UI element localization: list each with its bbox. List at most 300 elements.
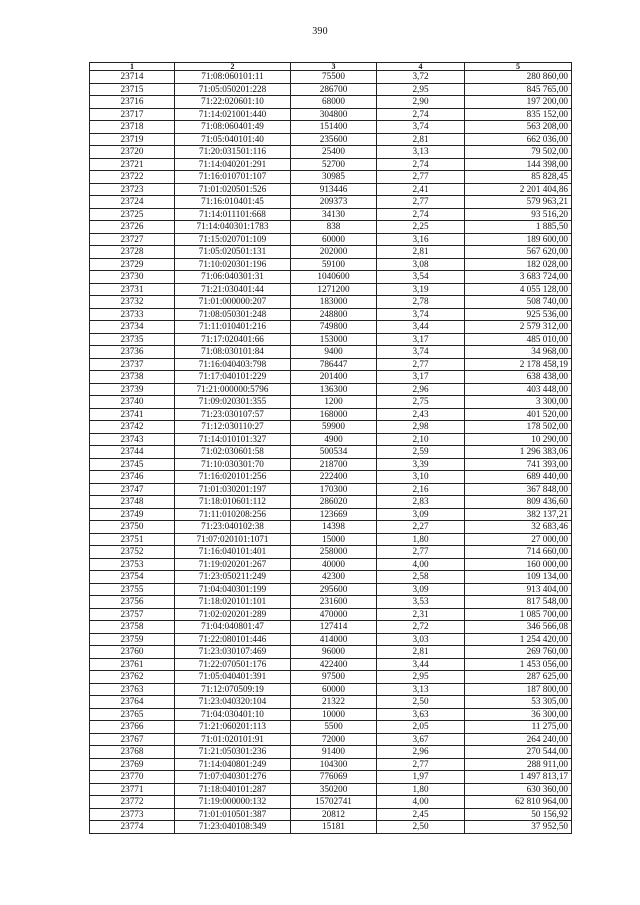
rate-cell: 2,77 xyxy=(377,196,465,209)
cadastral-number-cell: 71:12:070509:19 xyxy=(175,683,291,696)
cadastral-number-cell: 71:22:020601:10 xyxy=(175,96,291,109)
value-cell: 809 436,60 xyxy=(465,496,572,509)
area-cell: 59100 xyxy=(291,258,377,271)
row-number-cell: 23720 xyxy=(90,146,175,159)
row-number-cell: 23737 xyxy=(90,358,175,371)
rate-cell: 3,10 xyxy=(377,471,465,484)
table-row xyxy=(90,208,572,221)
area-cell: 15000 xyxy=(291,533,377,546)
rate-cell: 3,74 xyxy=(377,346,465,359)
row-number-cell: 23736 xyxy=(90,346,175,359)
cadastral-number-cell: 71:08:060401:49 xyxy=(175,121,291,134)
value-cell: 382 137,21 xyxy=(465,508,572,521)
area-cell: 786447 xyxy=(291,358,377,371)
rate-cell: 2,41 xyxy=(377,183,465,196)
row-number-cell: 23766 xyxy=(90,721,175,734)
row-number-cell: 23765 xyxy=(90,708,175,721)
area-cell: 14398 xyxy=(291,521,377,534)
rate-cell: 2,95 xyxy=(377,671,465,684)
value-cell: 36 300,00 xyxy=(465,708,572,721)
rate-cell: 3,13 xyxy=(377,146,465,159)
row-number-cell: 23733 xyxy=(90,308,175,321)
row-number-cell: 23723 xyxy=(90,183,175,196)
row-number-cell: 23769 xyxy=(90,758,175,771)
row-number-cell: 23729 xyxy=(90,258,175,271)
rate-cell: 2,25 xyxy=(377,221,465,234)
area-cell: 201400 xyxy=(291,371,377,384)
area-cell: 248800 xyxy=(291,308,377,321)
table-row xyxy=(90,283,572,296)
table-header-row xyxy=(90,63,572,71)
row-number-cell: 23730 xyxy=(90,271,175,284)
row-number-cell: 23740 xyxy=(90,396,175,409)
row-number-cell: 23719 xyxy=(90,133,175,146)
row-number-cell: 23755 xyxy=(90,583,175,596)
cadastral-number-cell: 71:07:040301:276 xyxy=(175,771,291,784)
table-row xyxy=(90,646,572,659)
value-cell: 741 393,00 xyxy=(465,458,572,471)
cadastral-number-cell: 71:10:020301:196 xyxy=(175,258,291,271)
value-cell: 109 134,00 xyxy=(465,571,572,584)
area-cell: 72000 xyxy=(291,733,377,746)
value-cell: 189 600,00 xyxy=(465,233,572,246)
cadastral-number-cell: 71:23:040320:104 xyxy=(175,696,291,709)
rate-cell: 3,63 xyxy=(377,708,465,721)
rate-cell: 2,31 xyxy=(377,608,465,621)
value-cell: 401 520,00 xyxy=(465,408,572,421)
table-row xyxy=(90,483,572,496)
table-row xyxy=(90,733,572,746)
rate-cell: 4,00 xyxy=(377,796,465,809)
value-cell: 280 860,00 xyxy=(465,71,572,84)
row-number-cell: 23726 xyxy=(90,221,175,234)
area-cell: 59900 xyxy=(291,421,377,434)
cadastral-number-cell: 71:02:020201:289 xyxy=(175,608,291,621)
table-row xyxy=(90,133,572,146)
table-row xyxy=(90,71,572,84)
table-row xyxy=(90,808,572,821)
area-cell: 52700 xyxy=(291,158,377,171)
table-row xyxy=(90,521,572,534)
table-row xyxy=(90,696,572,709)
table-row xyxy=(90,108,572,121)
value-cell: 925 536,00 xyxy=(465,308,572,321)
table-row xyxy=(90,821,572,834)
row-number-cell: 23750 xyxy=(90,521,175,534)
rate-cell: 2,74 xyxy=(377,108,465,121)
area-cell: 153000 xyxy=(291,333,377,346)
rate-cell: 3,44 xyxy=(377,321,465,334)
table-row xyxy=(90,158,572,171)
row-number-cell: 23734 xyxy=(90,321,175,334)
cadastral-number-cell: 71:05:040101:40 xyxy=(175,133,291,146)
value-cell: 913 404,00 xyxy=(465,583,572,596)
cadastral-number-cell: 71:23:030107:57 xyxy=(175,408,291,421)
cadastral-number-cell: 71:16:010701:107 xyxy=(175,171,291,184)
row-number-cell: 23746 xyxy=(90,471,175,484)
table-row xyxy=(90,708,572,721)
table-row xyxy=(90,546,572,559)
rate-cell: 2,95 xyxy=(377,83,465,96)
value-cell: 269 760,00 xyxy=(465,646,572,659)
value-cell: 485 010,00 xyxy=(465,333,572,346)
rate-cell: 2,16 xyxy=(377,483,465,496)
area-cell: 1200 xyxy=(291,396,377,409)
value-cell: 85 828,45 xyxy=(465,171,572,184)
table-row xyxy=(90,471,572,484)
page-number: 390 xyxy=(312,26,328,37)
value-cell: 11 275,00 xyxy=(465,721,572,734)
area-cell: 42300 xyxy=(291,571,377,584)
table-row xyxy=(90,458,572,471)
rate-cell: 2,81 xyxy=(377,246,465,259)
rate-cell: 3,08 xyxy=(377,258,465,271)
value-cell: 563 208,00 xyxy=(465,121,572,134)
row-number-cell: 23761 xyxy=(90,658,175,671)
column-header-3: 3 xyxy=(291,63,377,71)
cadastral-number-cell: 71:01:020101:91 xyxy=(175,733,291,746)
row-number-cell: 23739 xyxy=(90,383,175,396)
cadastral-number-cell: 71:16:040101:401 xyxy=(175,546,291,559)
rate-cell: 2,45 xyxy=(377,808,465,821)
row-number-cell: 23722 xyxy=(90,171,175,184)
cadastral-number-cell: 71:14:040201:291 xyxy=(175,158,291,171)
area-cell: 9400 xyxy=(291,346,377,359)
cadastral-number-cell: 71:14:021001:440 xyxy=(175,108,291,121)
value-cell: 50 156,92 xyxy=(465,808,572,821)
table-row xyxy=(90,258,572,271)
area-cell: 68000 xyxy=(291,96,377,109)
row-number-cell: 23754 xyxy=(90,571,175,584)
value-cell: 714 660,00 xyxy=(465,546,572,559)
row-number-cell: 23725 xyxy=(90,208,175,221)
area-cell: 231600 xyxy=(291,596,377,609)
area-cell: 500534 xyxy=(291,446,377,459)
rate-cell: 2,75 xyxy=(377,396,465,409)
rate-cell: 2,81 xyxy=(377,646,465,659)
table-row xyxy=(90,496,572,509)
area-cell: 10000 xyxy=(291,708,377,721)
table-row xyxy=(90,783,572,796)
area-cell: 168000 xyxy=(291,408,377,421)
rate-cell: 2,77 xyxy=(377,546,465,559)
rate-cell: 4,00 xyxy=(377,558,465,571)
rate-cell: 2,72 xyxy=(377,621,465,634)
rate-cell: 2,59 xyxy=(377,446,465,459)
cadastral-number-cell: 71:02:030601:58 xyxy=(175,446,291,459)
cadastral-number-cell: 71:08:060101:11 xyxy=(175,71,291,84)
value-cell: 817 548,00 xyxy=(465,596,572,609)
value-cell: 3 300,00 xyxy=(465,396,572,409)
rate-cell: 3,53 xyxy=(377,596,465,609)
area-cell: 97500 xyxy=(291,671,377,684)
row-number-cell: 23759 xyxy=(90,633,175,646)
value-cell: 403 448,00 xyxy=(465,383,572,396)
value-cell: 579 963,21 xyxy=(465,196,572,209)
row-number-cell: 23745 xyxy=(90,458,175,471)
value-cell: 689 440,00 xyxy=(465,471,572,484)
area-cell: 30985 xyxy=(291,171,377,184)
row-number-cell: 23732 xyxy=(90,296,175,309)
area-cell: 218700 xyxy=(291,458,377,471)
value-cell: 3 683 724,00 xyxy=(465,271,572,284)
row-number-cell: 23715 xyxy=(90,83,175,96)
value-cell: 2 178 458,19 xyxy=(465,358,572,371)
cadastral-number-cell: 71:14:040301:1783 xyxy=(175,221,291,234)
value-cell: 1 497 813,17 xyxy=(465,771,572,784)
cadastral-number-cell: 71:01:020501:526 xyxy=(175,183,291,196)
cadastral-number-cell: 71:20:031501:116 xyxy=(175,146,291,159)
area-cell: 60000 xyxy=(291,233,377,246)
value-cell: 567 620,00 xyxy=(465,246,572,259)
value-cell: 178 502,00 xyxy=(465,421,572,434)
cadastral-number-cell: 71:06:040301:31 xyxy=(175,271,291,284)
value-cell: 662 036,00 xyxy=(465,133,572,146)
row-number-cell: 23731 xyxy=(90,283,175,296)
table-row xyxy=(90,583,572,596)
cadastral-number-cell: 71:23:040108:349 xyxy=(175,821,291,834)
area-cell: 209373 xyxy=(291,196,377,209)
cadastral-number-cell: 71:16:020101:256 xyxy=(175,471,291,484)
value-cell: 835 152,00 xyxy=(465,108,572,121)
cadastral-number-cell: 71:12:030110:27 xyxy=(175,421,291,434)
area-cell: 422400 xyxy=(291,658,377,671)
rate-cell: 2,77 xyxy=(377,171,465,184)
row-number-cell: 23763 xyxy=(90,683,175,696)
area-cell: 34130 xyxy=(291,208,377,221)
area-cell: 96000 xyxy=(291,646,377,659)
area-cell: 151400 xyxy=(291,121,377,134)
row-number-cell: 23753 xyxy=(90,558,175,571)
rate-cell: 3,19 xyxy=(377,283,465,296)
cadastral-number-cell: 71:17:040101:229 xyxy=(175,371,291,384)
row-number-cell: 23743 xyxy=(90,433,175,446)
row-number-cell: 23747 xyxy=(90,483,175,496)
value-cell: 79 502,00 xyxy=(465,146,572,159)
area-cell: 4900 xyxy=(291,433,377,446)
table-row xyxy=(90,296,572,309)
rate-cell: 3,16 xyxy=(377,233,465,246)
table-row xyxy=(90,508,572,521)
table-row xyxy=(90,433,572,446)
cadastral-number-cell: 71:23:050211:249 xyxy=(175,571,291,584)
table-row xyxy=(90,83,572,96)
rate-cell: 3,03 xyxy=(377,633,465,646)
area-cell: 60000 xyxy=(291,683,377,696)
value-cell: 37 952,50 xyxy=(465,821,572,834)
area-cell: 913446 xyxy=(291,183,377,196)
row-number-cell: 23772 xyxy=(90,796,175,809)
area-cell: 776069 xyxy=(291,771,377,784)
table-row xyxy=(90,608,572,621)
table-row xyxy=(90,421,572,434)
table-row xyxy=(90,571,572,584)
value-cell: 93 516,20 xyxy=(465,208,572,221)
table-row xyxy=(90,196,572,209)
cadastral-number-cell: 71:16:010401:45 xyxy=(175,196,291,209)
cadastral-number-cell: 71:05:050201:228 xyxy=(175,83,291,96)
rate-cell: 3,09 xyxy=(377,508,465,521)
rate-cell: 2,98 xyxy=(377,421,465,434)
area-cell: 414000 xyxy=(291,633,377,646)
table-row xyxy=(90,658,572,671)
row-number-cell: 23748 xyxy=(90,496,175,509)
area-cell: 183000 xyxy=(291,296,377,309)
row-number-cell: 23717 xyxy=(90,108,175,121)
area-cell: 127414 xyxy=(291,621,377,634)
table-row xyxy=(90,146,572,159)
value-cell: 845 765,00 xyxy=(465,83,572,96)
area-cell: 40000 xyxy=(291,558,377,571)
cadastral-number-cell: 71:01:000000:207 xyxy=(175,296,291,309)
table-row xyxy=(90,621,572,634)
row-number-cell: 23762 xyxy=(90,671,175,684)
value-cell: 34 968,00 xyxy=(465,346,572,359)
value-cell: 630 360,00 xyxy=(465,783,572,796)
table-row xyxy=(90,683,572,696)
value-cell: 264 240,00 xyxy=(465,733,572,746)
area-cell: 350200 xyxy=(291,783,377,796)
area-cell: 15181 xyxy=(291,821,377,834)
value-cell: 1 885,50 xyxy=(465,221,572,234)
row-number-cell: 23721 xyxy=(90,158,175,171)
table-row xyxy=(90,121,572,134)
value-cell: 638 438,00 xyxy=(465,371,572,384)
row-number-cell: 23718 xyxy=(90,121,175,134)
row-number-cell: 23735 xyxy=(90,333,175,346)
row-number-cell: 23764 xyxy=(90,696,175,709)
table-row xyxy=(90,183,572,196)
value-cell: 187 800,00 xyxy=(465,683,572,696)
table-row xyxy=(90,333,572,346)
row-number-cell: 23768 xyxy=(90,746,175,759)
rate-cell: 1,80 xyxy=(377,783,465,796)
row-number-cell: 23756 xyxy=(90,596,175,609)
row-number-cell: 23751 xyxy=(90,533,175,546)
table-row xyxy=(90,533,572,546)
cadastral-number-cell: 71:10:030301:70 xyxy=(175,458,291,471)
rate-cell: 2,96 xyxy=(377,746,465,759)
value-cell: 288 911,00 xyxy=(465,758,572,771)
table-body xyxy=(90,71,572,834)
row-number-cell: 23774 xyxy=(90,821,175,834)
cadastral-number-cell: 71:18:040101:287 xyxy=(175,783,291,796)
table-row xyxy=(90,246,572,259)
cadastral-number-cell: 71:01:030201:197 xyxy=(175,483,291,496)
rate-cell: 2,77 xyxy=(377,358,465,371)
table-row xyxy=(90,408,572,421)
row-number-cell: 23742 xyxy=(90,421,175,434)
area-cell: 286020 xyxy=(291,496,377,509)
rate-cell: 2,96 xyxy=(377,383,465,396)
table-row xyxy=(90,346,572,359)
area-cell: 136300 xyxy=(291,383,377,396)
cadastral-number-cell: 71:14:040801:249 xyxy=(175,758,291,771)
cadastral-number-cell: 71:04:040801:47 xyxy=(175,621,291,634)
area-cell: 304800 xyxy=(291,108,377,121)
table-row xyxy=(90,396,572,409)
area-cell: 104300 xyxy=(291,758,377,771)
rate-cell: 3,67 xyxy=(377,733,465,746)
column-header-1: 1 xyxy=(90,63,175,71)
cadastral-number-cell: 71:19:020201:267 xyxy=(175,558,291,571)
table-row xyxy=(90,308,572,321)
rate-cell: 3,13 xyxy=(377,683,465,696)
area-cell: 222400 xyxy=(291,471,377,484)
column-header-5: 5 xyxy=(465,63,572,71)
value-cell: 1 254 420,00 xyxy=(465,633,572,646)
data-table xyxy=(89,62,572,834)
table-row xyxy=(90,271,572,284)
rate-cell: 3,44 xyxy=(377,658,465,671)
area-cell: 20812 xyxy=(291,808,377,821)
table-row xyxy=(90,721,572,734)
table-row xyxy=(90,746,572,759)
area-cell: 838 xyxy=(291,221,377,234)
cadastral-number-cell: 71:15:020701:109 xyxy=(175,233,291,246)
row-number-cell: 23714 xyxy=(90,71,175,84)
area-cell: 123669 xyxy=(291,508,377,521)
value-cell: 2 579 312,00 xyxy=(465,321,572,334)
cadastral-number-cell: 71:05:040401:391 xyxy=(175,671,291,684)
value-cell: 32 683,46 xyxy=(465,521,572,534)
cadastral-number-cell: 71:04:040301:199 xyxy=(175,583,291,596)
cadastral-number-cell: 71:18:010601:112 xyxy=(175,496,291,509)
value-cell: 287 625,00 xyxy=(465,671,572,684)
rate-cell: 2,74 xyxy=(377,208,465,221)
cadastral-number-cell: 71:01:010501:387 xyxy=(175,808,291,821)
row-number-cell: 23752 xyxy=(90,546,175,559)
rate-cell: 1,97 xyxy=(377,771,465,784)
cadastral-number-cell: 71:09:020301:355 xyxy=(175,396,291,409)
row-number-cell: 23749 xyxy=(90,508,175,521)
area-cell: 749800 xyxy=(291,321,377,334)
rate-cell: 2,90 xyxy=(377,96,465,109)
cadastral-number-cell: 71:21:060201:113 xyxy=(175,721,291,734)
rate-cell: 3,17 xyxy=(377,333,465,346)
cadastral-number-cell: 71:07:020101:1071 xyxy=(175,533,291,546)
area-cell: 21322 xyxy=(291,696,377,709)
value-cell: 270 544,00 xyxy=(465,746,572,759)
cadastral-number-cell: 71:05:020501:131 xyxy=(175,246,291,259)
rate-cell: 3,72 xyxy=(377,71,465,84)
table-row xyxy=(90,558,572,571)
area-cell: 202000 xyxy=(291,246,377,259)
table-row xyxy=(90,633,572,646)
rate-cell: 3,74 xyxy=(377,308,465,321)
value-cell: 62 810 964,00 xyxy=(465,796,572,809)
area-cell: 170300 xyxy=(291,483,377,496)
rate-cell: 2,27 xyxy=(377,521,465,534)
cadastral-number-cell: 71:16:040403:798 xyxy=(175,358,291,371)
cadastral-number-cell: 71:14:010101:327 xyxy=(175,433,291,446)
value-cell: 1 296 383,06 xyxy=(465,446,572,459)
rate-cell: 2,81 xyxy=(377,133,465,146)
column-header-2: 2 xyxy=(175,63,291,71)
cadastral-number-cell: 71:04:030401:10 xyxy=(175,708,291,721)
value-cell: 10 290,00 xyxy=(465,433,572,446)
row-number-cell: 23744 xyxy=(90,446,175,459)
row-number-cell: 23716 xyxy=(90,96,175,109)
rate-cell: 2,83 xyxy=(377,496,465,509)
cadastral-number-cell: 71:17:020401:66 xyxy=(175,333,291,346)
value-cell: 508 740,00 xyxy=(465,296,572,309)
area-cell: 470000 xyxy=(291,608,377,621)
row-number-cell: 23728 xyxy=(90,246,175,259)
value-cell: 4 055 128,00 xyxy=(465,283,572,296)
rate-cell: 2,58 xyxy=(377,571,465,584)
cadastral-number-cell: 71:21:050301:236 xyxy=(175,746,291,759)
